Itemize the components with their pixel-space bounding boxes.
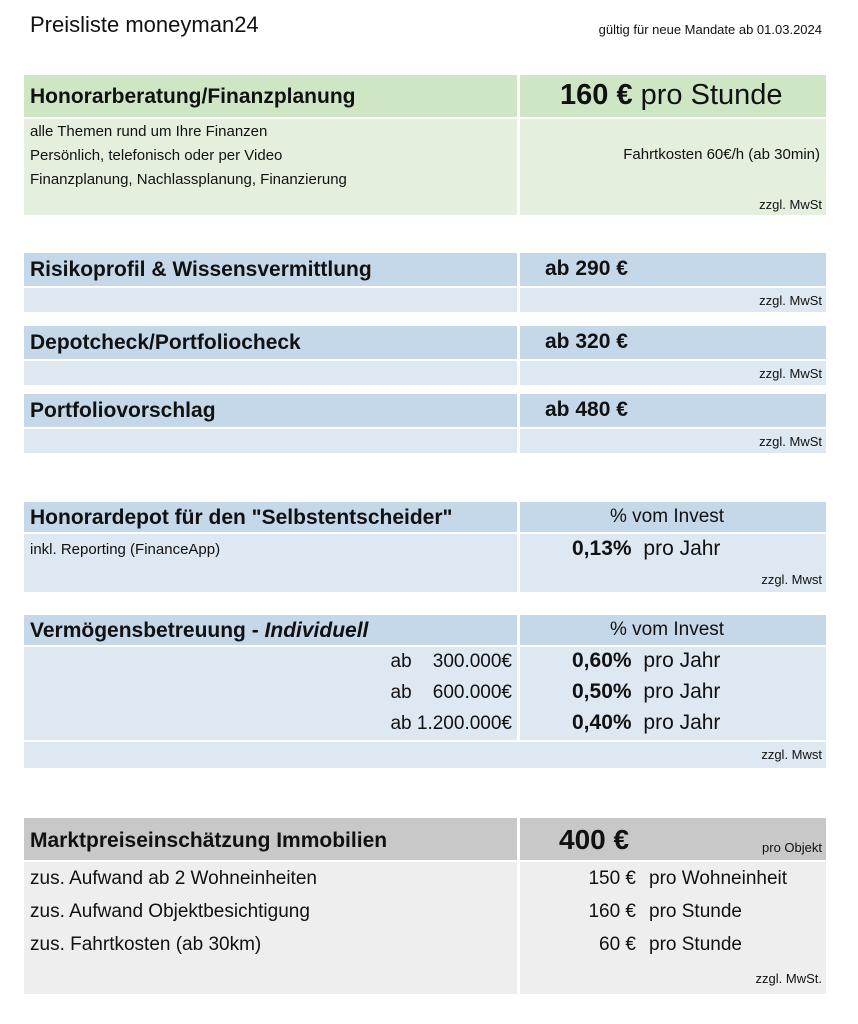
extra-unit: pro Stunde [649,901,742,922]
tier-rate: 0,60% [572,649,632,672]
tier-threshold: ab 1.200.000€ [390,713,512,734]
tier-threshold: ab 600.000€ [390,682,512,703]
vat-note: zzgl. Mwst [761,747,822,762]
vat-note: zzgl. MwSt [759,293,822,308]
honorarberatung-price: 160 € [560,79,633,111]
vat-note: zzgl. MwSt [759,366,822,381]
vat-note: zzgl. Mwst [761,572,822,587]
vermoegensbetreuung-title: Vermögensbetreuung - Individuell [30,619,369,642]
vat-note: zzgl. MwSt. [755,971,822,986]
invest-basis: % vom Invest [610,506,725,527]
immobilien-price-unit: pro Objekt [762,840,822,855]
service-price: ab 480 € [545,398,628,421]
page-title: Preisliste moneyman24 [30,12,259,37]
immobilien-title: Marktpreiseinschätzung Immobilien [30,829,388,852]
service-row [24,394,826,453]
honorarberatung-line: Persönlich, telefonisch oder per Video [30,147,283,164]
extra-label: zus. Aufwand ab 2 Wohneinheiten [30,868,317,889]
extra-label: zus. Fahrtkosten (ab 30km) [30,934,262,955]
invest-basis: % vom Invest [610,619,725,640]
honorardepot-section [24,502,826,592]
vermoegensbetreuung-section [24,615,826,768]
extra-price: 160 € [588,901,636,922]
tier-rate: 0,40% [572,711,632,734]
service-price: ab 320 € [545,330,628,353]
extra-unit: pro Stunde [649,934,742,955]
rate-unit: pro Jahr [643,537,721,560]
extra-price: 150 € [588,868,636,889]
honorarberatung-title: Honorarberatung/Finanzplanung [30,85,356,108]
honorardepot-rate: 0,13% [572,537,632,560]
honorarberatung-line: Finanzplanung, Nachlassplanung, Finanzierung [30,171,347,188]
tier-rate: 0,50% [572,680,632,703]
service-title: Depotcheck/Portfoliocheck [30,331,301,354]
immobilien-price: 400 € [559,824,630,855]
rate-unit: pro Jahr [643,680,721,703]
honorardepot-title: Honorardepot für den "Selbstentscheider" [30,506,453,529]
immobilien-section [24,818,826,994]
extra-unit: pro Wohneinheit [649,868,788,889]
honorarberatung-price-unit: pro Stunde [640,79,783,111]
service-price: ab 290 € [545,257,628,280]
tier-threshold: ab 300.000€ [390,651,512,672]
service-title: Portfoliovorschlag [30,399,216,422]
rate-unit: pro Jahr [643,649,721,672]
honorardepot-note: inkl. Reporting (FinanceApp) [30,541,221,558]
vat-note: zzgl. MwSt [759,197,822,212]
travel-costs: Fahrtkosten 60€/h (ab 30min) [623,146,820,163]
service-row [24,326,826,385]
rate-unit: pro Jahr [643,711,721,734]
service-title: Risikoprofil & Wissensvermittlung [30,258,372,281]
extra-label: zus. Aufwand Objektbesichtigung [30,901,310,922]
honorarberatung-section [24,75,826,215]
validity-note: gültig für neue Mandate ab 01.03.2024 [598,22,822,37]
extra-price: 60 € [599,934,636,955]
honorarberatung-line: alle Themen rund um Ihre Finanzen [30,123,268,140]
service-row [24,253,826,312]
vat-note: zzgl. MwSt [759,434,822,449]
